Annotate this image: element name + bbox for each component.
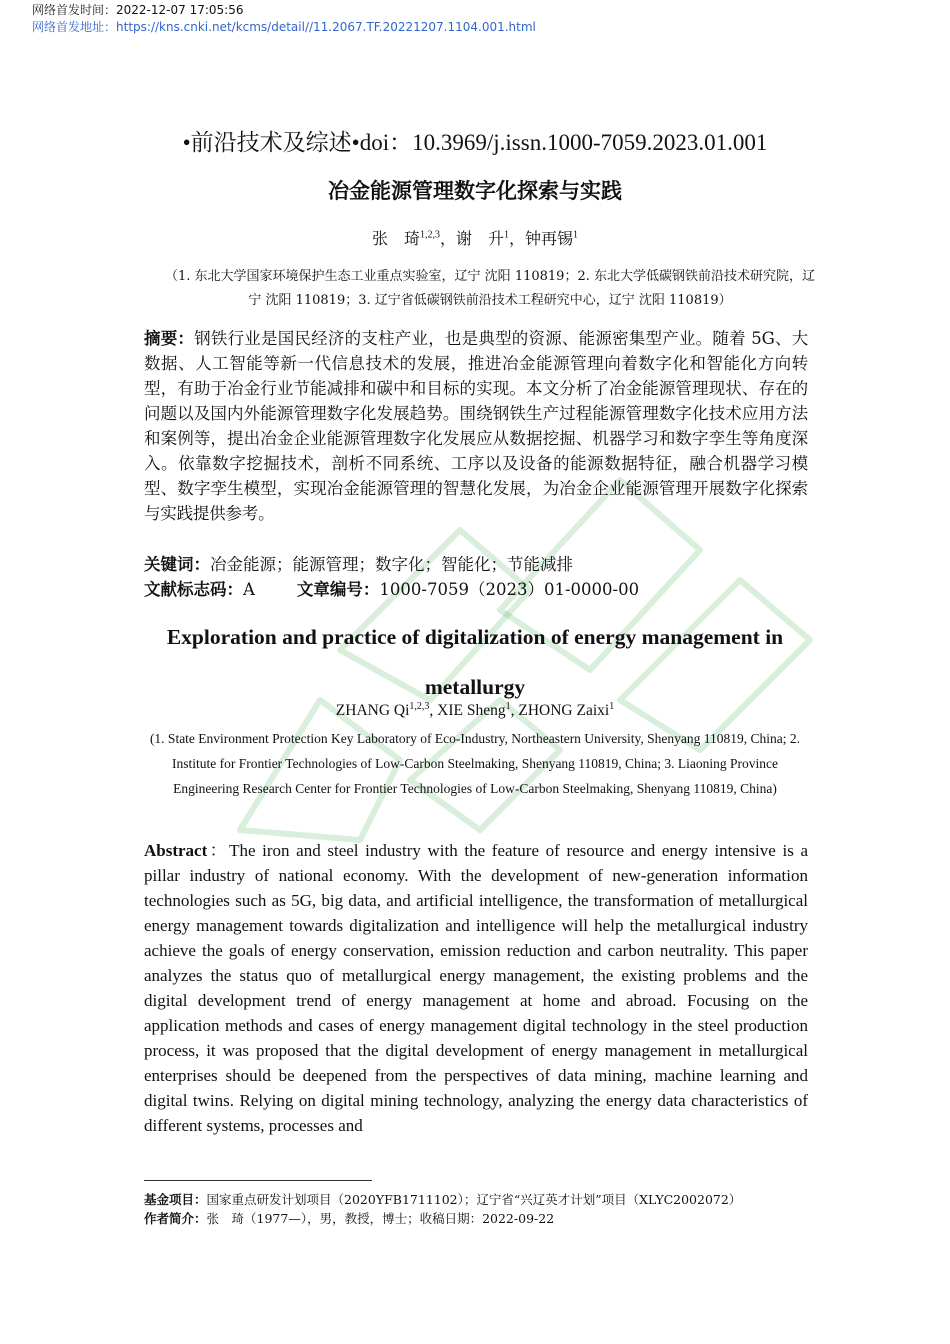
author-bio-text: 张 琦（1977—），男，教授，博士；收稿日期：2022-09-22 bbox=[206, 1211, 555, 1226]
doc-code: A bbox=[243, 580, 255, 599]
author-separator: , bbox=[510, 702, 519, 719]
footnotes bbox=[144, 1190, 741, 1228]
footnote-divider bbox=[144, 1180, 372, 1181]
author-name: ZHONG Zaixi bbox=[518, 702, 610, 719]
doc-code-label: 文献标志码： bbox=[144, 580, 243, 599]
abstract-chinese bbox=[144, 326, 808, 526]
author-separator: ， bbox=[439, 229, 456, 248]
author-affil-sup: 1,2,3 bbox=[409, 700, 430, 712]
affiliation-english: (1. State Environment Protection Key Laboratory of Eco-Industry, Northeastern University, Shenyang 110819, China; 2. Institute for Frontier Technologies of Low-Carbon Steelmaking, Shenyang 110819, China; 3. Liaoning Province Engineering Research Center for Frontier Technologies of Low-Carbon Steelmaking, Shenyang 110819, China) bbox=[149, 731, 801, 796]
author-bio-label: 作者简介： bbox=[144, 1211, 207, 1226]
author-affil-sup: 1 bbox=[505, 700, 511, 712]
author-name: 谢 升 bbox=[455, 229, 504, 248]
category-doi-line: •前沿技术及综述•doi：10.3969/j.issn.1000-7059.2023.01.001 bbox=[182, 130, 768, 155]
abstract-text: 钢铁行业是国民经济的支柱产业，也是典型的资源、能源密集型产业。随着 5G、大数据、人工智能等新一代信息技术的发展，推进冶金能源管理向着数字化和智能化方向转型，有助于冶金行业节能减排和碳中和目标的实现。本文分析了冶金能源管理现状、存在的问题以及国内外能源管理数字化发展趋势。围绕钢铁生产过程能源管理数字化技术应用方法和案例等，提出冶金企业能源管理数字化发展应从数据挖掘、机器学习和数字孪生等角度深入。依靠数字挖掘技术，剖析不同系统、工序以及设备的能源数据特征，融合机器学习模型、数字孪生模型，实现冶金能源管理的智慧化发展，为冶金企业能源管理开展数字化探索与实践提供参考。 bbox=[144, 329, 808, 523]
author-name: XIE Sheng bbox=[437, 702, 506, 719]
publish-url-link[interactable]: https://kns.cnki.net/kcms/detail//11.2067.TF.20221207.1104.001.html bbox=[116, 20, 536, 34]
publish-url-row bbox=[32, 19, 536, 36]
author-bio-footnote bbox=[144, 1209, 741, 1228]
article-no-label: 文章编号： bbox=[296, 580, 380, 599]
author-name: 钟再锡 bbox=[525, 229, 574, 248]
keywords-chinese bbox=[144, 551, 573, 575]
author-affil-sup: 1 bbox=[573, 229, 579, 241]
fund-text: 国家重点研发计划项目（2020YFB1711102）；辽宁省“兴辽英才计划”项目（XLYC2002072） bbox=[206, 1192, 742, 1207]
author-separator: , bbox=[429, 702, 438, 719]
title-english: Exploration and practice of digitalization of energy management in metallurgy bbox=[166, 625, 784, 699]
publish-url-label: 网络首发地址： bbox=[32, 20, 117, 34]
authors-chinese bbox=[0, 226, 950, 249]
article-no: 1000-7059（2023）01-0000-00 bbox=[379, 580, 640, 599]
abstract-label: 摘要： bbox=[144, 329, 195, 348]
publish-time: 2022-12-07 17:05:56 bbox=[116, 3, 244, 17]
authors-english bbox=[0, 702, 950, 720]
publish-time-label: 网络首发时间： bbox=[32, 3, 117, 17]
publish-time-row bbox=[32, 2, 536, 19]
fund-label: 基金项目： bbox=[144, 1192, 207, 1207]
author-affil-sup: 1 bbox=[609, 700, 615, 712]
author-name: 张 琦 bbox=[371, 229, 420, 248]
affiliation-chinese: （1. 东北大学国家环境保护生态工业重点实验室，辽宁 沈阳 110819；2. 东北大学低碳钢铁前沿技术研究院，辽宁 沈阳 110819；3. 辽宁省低碳钢铁前沿技术工程研究中心，辽宁 沈阳 110819） bbox=[165, 269, 815, 308]
abstract-colon: ： bbox=[207, 841, 230, 860]
abstract-english bbox=[144, 838, 808, 1138]
document-info bbox=[144, 576, 639, 600]
fund-footnote bbox=[144, 1190, 741, 1209]
author-affil-sup: 1 bbox=[504, 229, 509, 241]
abstract-text: The iron and steel industry with the feature of resource and energy intensive is a pillar industry of national economy. With the development of new-generation information technologies such as 5G, big data, and artificial intelligence, the transformation of metallurgical energy management towards digitalization and intelligence will help the metallurgical industry achieve the goals of energy conservation, emission reduction and carbon neutrality. This paper analyzes the status quo of metallurgical energy management, the existing problems and the digital development trend of energy management at home and abroad. Focusing on the application methods and cases of energy management digital technology in the steel production process, it was proposed that the digital development of energy management in metallurgical enterprises should be deepened from the perspectives of data mining, machine learning and digital twins. Relying on digital mining technology, analyzing the energy data characteristics of different systems, processes and bbox=[144, 841, 808, 1135]
abstract-label: Abstract bbox=[144, 841, 208, 860]
author-affil-sup: 1,2,3 bbox=[419, 229, 440, 241]
author-name: ZHANG Qi bbox=[335, 702, 410, 719]
keywords-text: 冶金能源；能源管理；数字化；智能化；节能减排 bbox=[210, 555, 573, 574]
author-separator: ， bbox=[509, 229, 526, 248]
online-publication-header bbox=[32, 2, 536, 36]
title-chinese: 冶金能源管理数字化探索与实践 bbox=[328, 178, 622, 203]
keywords-label: 关键词： bbox=[144, 555, 210, 574]
